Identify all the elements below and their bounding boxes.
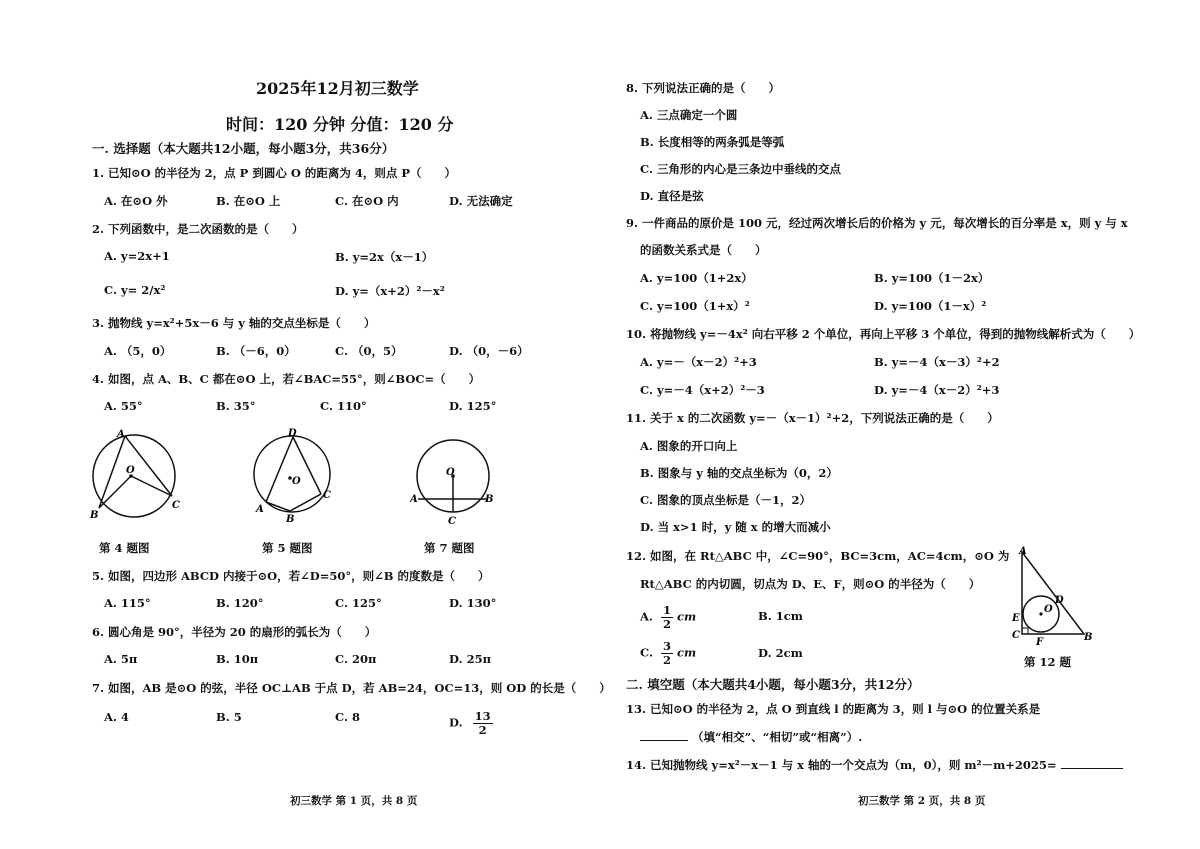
q11-option-a: A. 图象的开口向上 [640,439,738,453]
q5-option-c: C. 125° [335,596,382,610]
q8-option-c: C. 三角形的内心是三条边中垂线的交点 [640,162,841,176]
figure-q5-caption: 第 5 题图 [262,541,313,555]
q3-option-c: C. （0，5） [335,344,403,358]
svg-text:D: D [288,428,297,439]
question-14 [626,757,1123,773]
q6-option-d: D. 25π [449,652,491,666]
q5-option-b: B. 120° [216,596,264,610]
question-8: 8. 下列说法正确的是（ ） [626,81,781,95]
svg-text:B: B [286,514,295,524]
figure-q7 [410,432,496,528]
q12-option-c-label: C. [640,645,653,660]
svg-text:A: A [117,429,125,440]
q7-option-b: B. 5 [216,710,242,724]
question-11: 11. 关于 x 的二次函数 y=－（x－1）²+2，下列说法正确的是（ ） [626,411,999,425]
question-13-line-2 [640,729,862,745]
q7-option-d [449,710,493,737]
question-9-line-1: 9. 一件商品的原价是 100 元，经过两次增长后的价格为 y 元，每次增长的百分率是 x，则 y 与 x [626,216,1128,230]
svg-text:B: B [1084,632,1093,643]
question-12-line-1: 12. 如图，在 Rt△ABC 中，∠C=90°，BC=3cm，AC=4cm，⊙O 为 [626,549,1010,563]
q10-option-a: A. y=－（x－2）²+3 [640,355,757,369]
q3-option-a: A. （5，0） [104,344,172,358]
svg-text:B: B [90,510,99,521]
q10-option-d: D. y=－4（x－2）²+3 [874,383,1000,397]
question-5: 5. 如图，四边形 ABCD 内接于⊙O，若∠D=50°，则∠B 的度数是（ ） [92,569,490,583]
q9-option-c: C. y=100（1+x）² [640,299,750,313]
question-4: 4. 如图，点 A、B、C 都在⊙O 上，若∠BAC=55°，则∠BOC=（ ） [92,372,481,386]
svg-text:F: F [1036,637,1044,646]
question-1: 1. 已知⊙O 的半径为 2，点 P 到圆心 O 的距离为 4，则点 P（ ） [92,166,457,180]
q8-option-b: B. 长度相等的两条弧是等弧 [640,135,785,149]
q3-option-d: D. （0，－6） [449,344,529,358]
q2-option-a: A. y=2x+1 [104,249,170,263]
q6-option-c: C. 20π [335,652,377,666]
fraction-numerator: 1 [662,603,671,617]
q12-option-d: D. 2cm [758,646,803,660]
figure-q12 [1010,546,1102,646]
q6-option-a: A. 5π [104,652,138,666]
q1-option-a: A. 在⊙O 外 [104,194,168,208]
fraction-denominator: 2 [662,653,671,667]
figure-q4 [84,426,184,526]
svg-text:O: O [446,467,455,478]
svg-text:C: C [323,490,331,501]
q7-option-a: A. 4 [104,710,129,724]
svg-text:C: C [448,516,456,527]
svg-text:B: B [485,494,494,505]
q7-option-c: C. 8 [335,710,360,724]
q11-option-b: B. 图象与 y 轴的交点坐标为（0，2） [640,466,838,480]
q12-option-c-unit: cm [677,645,697,660]
fraction-denominator: 2 [662,617,671,631]
question-10: 10. 将抛物线 y=－4x² 向右平移 2 个单位，再向上平移 3 个单位，得到的抛物线解析式为（ ） [626,327,1141,341]
svg-text:A: A [256,504,264,515]
q1-option-b: B. 在⊙O 上 [216,194,281,208]
question-13-line-1: 13. 已知⊙O 的半径为 2，点 O 到直线 l 的距离为 3，则 l 与⊙O 的位置关系是 [626,702,1041,716]
page-right [600,0,1200,849]
svg-text:A: A [410,494,418,505]
q11-option-c: C. 图象的顶点坐标是（－1，2） [640,493,811,507]
q12-option-a-unit: cm [676,609,697,624]
question-6: 6. 圆心角是 90°，半径为 20 的扇形的弧长为（ ） [92,625,377,639]
svg-text:C: C [1012,630,1020,641]
q8-option-d: D. 直径是弦 [640,189,704,203]
page-footer-left: 初三数学 第 1 页，共 8 页 [290,795,418,807]
svg-text:E: E [1012,613,1020,624]
answer-blank [640,730,688,741]
svg-text:O: O [126,465,135,476]
q1-option-c: C. 在⊙O 内 [335,194,399,208]
svg-text:O: O [1044,604,1053,615]
question-2: 2. 下列函数中，是二次函数的是（ ） [92,222,304,236]
q1-option-d: D. 无法确定 [449,194,513,208]
question-14-text: 14. 已知抛物线 y=x²－x－1 与 x 轴的一个交点为（m，0），则 m²－m+2025= [626,758,1057,772]
q6-option-b: B. 10π [216,652,259,666]
question-12-line-2: Rt△ABC 的内切圆，切点为 D、E、F，则⊙O 的半径为（ ） [640,577,981,591]
q4-option-d: D. 125° [449,399,497,413]
q8-option-a: A. 三点确定一个圆 [640,108,738,122]
q10-option-c: C. y=－4（x+2）²－3 [640,383,765,397]
svg-text:O: O [292,476,301,487]
answer-blank [1061,758,1123,769]
question-7: 7. 如图，AB 是⊙O 的弦，半径 OC⊥AB 于点 D，若 AB=24，OC=13，则 OD 的长是（ ） [92,681,611,695]
q5-option-a: A. 115° [104,596,151,610]
question-9-line-2: 的函数关系式是（ ） [640,243,767,257]
q3-option-b: B. （－6，0） [216,344,296,358]
section-title-choice: 一. 选择题（本大题共12小题，每小题3分，共36分） [92,141,395,156]
section-title-fill: 二. 填空题（本大题共4小题，每小题3分，共12分） [626,677,920,692]
q12-option-a-fraction [661,604,673,631]
page-footer-right: 初三数学 第 2 页，共 8 页 [858,795,986,807]
q5-option-d: D. 130° [449,596,497,610]
question-13-line-2-text: （填“相交”、“相切”或“相离”）. [692,730,863,744]
question-3: 3. 抛物线 y=x²+5x－6 与 y 轴的交点坐标是（ ） [92,316,376,330]
svg-text:C: C [172,500,180,511]
q12-option-c [640,640,696,667]
q4-option-a: A. 55° [104,399,143,413]
fraction-denominator: 2 [478,723,487,737]
q4-option-b: B. 35° [216,399,256,413]
q7-option-d-label: D. [449,715,463,730]
figure-q4-caption: 第 4 题图 [99,541,150,555]
q9-option-d: D. y=100（1－x）² [874,299,987,313]
q2-option-c: C. y= 2/x² [104,283,166,297]
q4-option-c: C. 110° [320,399,367,413]
fraction-numerator: 3 [662,639,671,653]
q12-option-a [640,604,696,631]
q12-option-a-label: A. [640,609,653,624]
q9-option-b: B. y=100（1－2x） [874,271,990,285]
svg-text:D: D [1055,595,1064,606]
svg-text:A: A [1019,546,1027,557]
exam-title: 2025年12月初三数学 [256,79,419,98]
q11-option-d: D. 当 x>1 时，y 随 x 的增大而减小 [640,520,831,534]
figure-q12-caption: 第 12 题 [1024,655,1072,669]
q10-option-b: B. y=－4（x－3）²+2 [874,355,1000,369]
q7-option-d-fraction [473,710,493,737]
q2-option-b: B. y=2x（x－1） [335,250,434,264]
q12-option-b: B. 1cm [758,609,803,623]
fraction-numerator: 13 [474,709,491,723]
q9-option-a: A. y=100（1+2x） [640,271,753,285]
exam-subtitle: 时间：120 分钟 分值：120 分 [226,115,454,134]
q2-option-d: D. y=（x+2）²－x² [335,284,445,298]
figure-q5 [246,424,342,524]
q12-option-c-fraction [661,640,673,667]
figure-q7-caption: 第 7 题图 [424,541,475,555]
